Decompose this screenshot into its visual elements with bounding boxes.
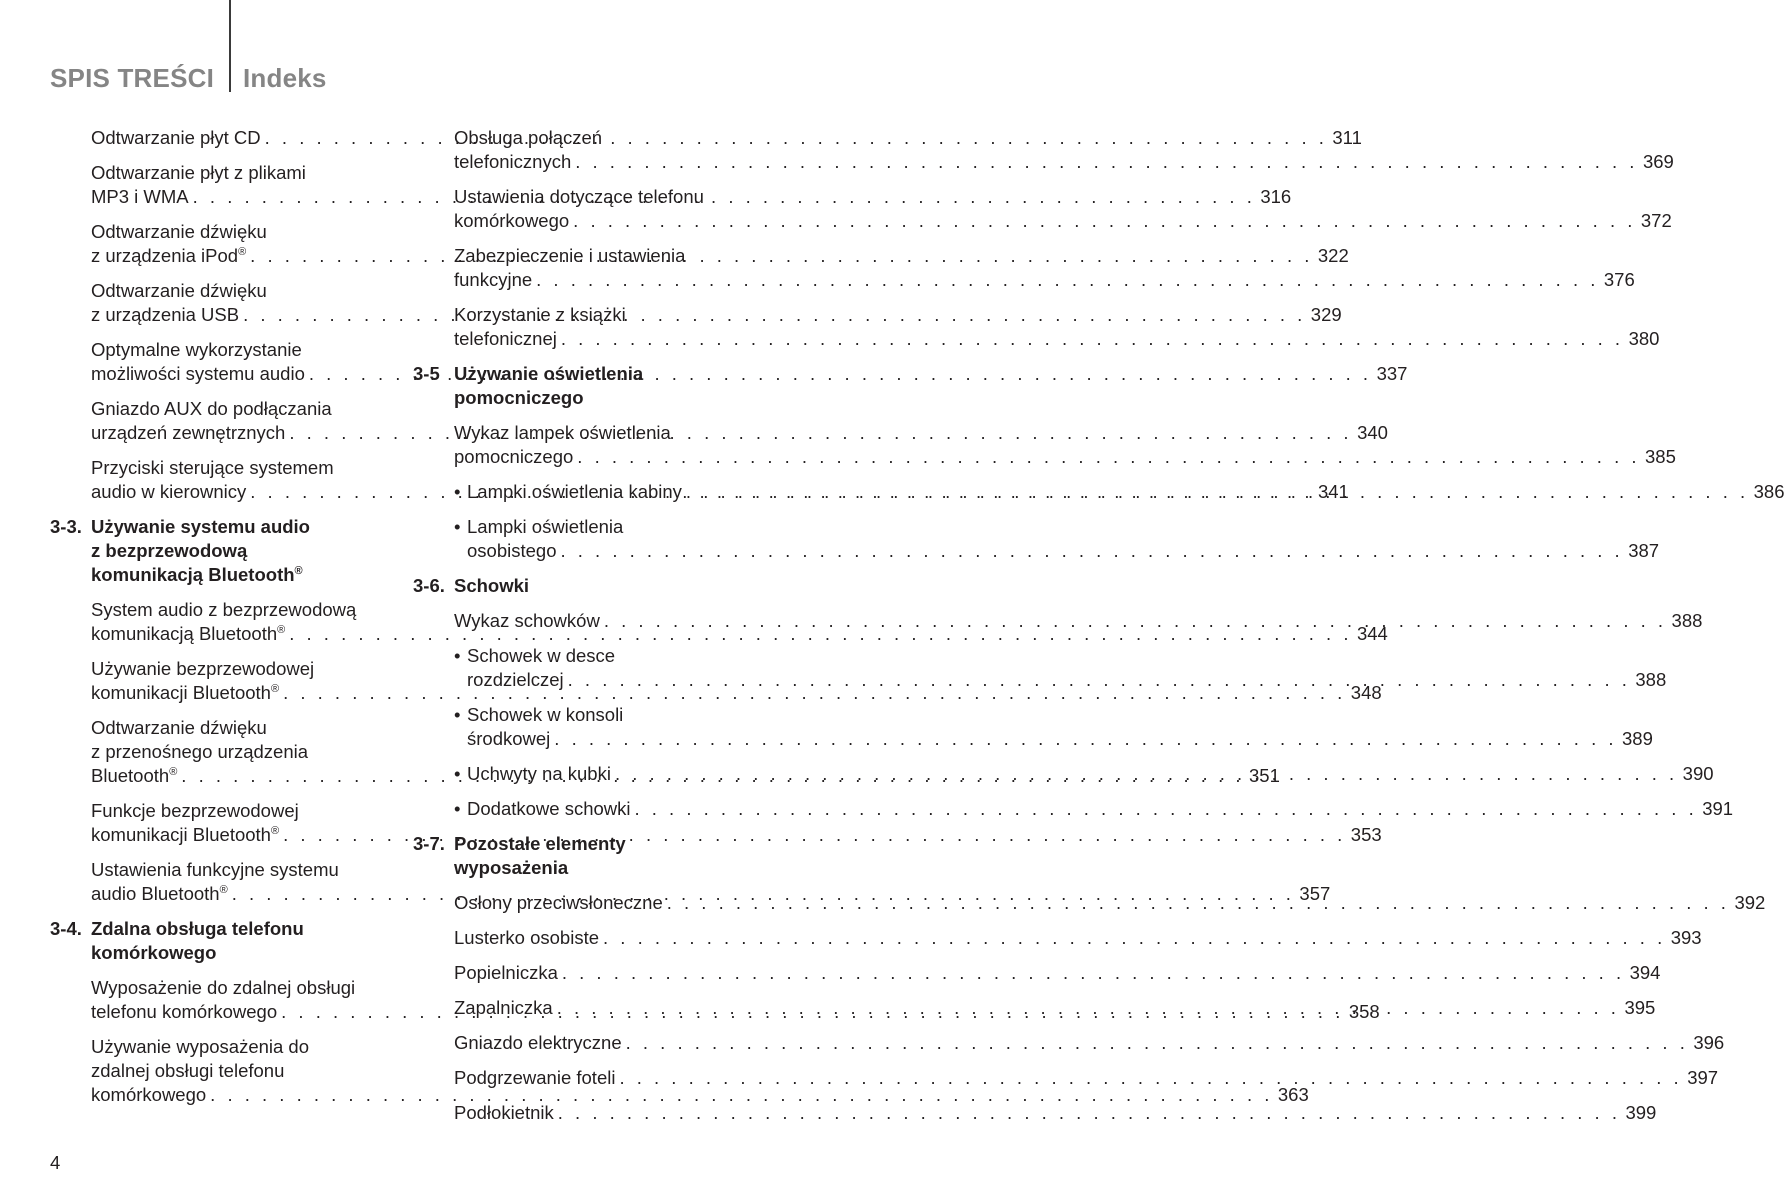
entry-page-number: 372	[1640, 210, 1672, 231]
registered-mark: ®	[277, 624, 286, 636]
entry-text	[91, 244, 246, 268]
bullet-line	[454, 797, 1734, 821]
entry-text-part: audio w kierownicy	[91, 481, 247, 502]
dot-leader	[569, 209, 1636, 233]
entry-text-part: możliwości systemu audio	[91, 363, 305, 384]
section-number: 3-7.	[413, 833, 445, 854]
toc-entry-line	[91, 1035, 372, 1059]
entry-page-number: 395	[1624, 997, 1656, 1018]
entry-text	[91, 480, 246, 504]
entry-text-part: Gniazdo AUX do podłączania	[91, 398, 332, 419]
entry-page-number: 358	[1348, 1001, 1380, 1022]
entry-text-part: Podłokietnik	[454, 1102, 554, 1123]
entry-text-part: komórkowego	[454, 210, 570, 231]
section-title-text: Schowki	[454, 575, 530, 596]
toc-entry-last-line	[91, 681, 1382, 705]
section-number: 3-5	[413, 363, 440, 384]
toc-entry-line	[91, 976, 372, 1000]
entry-text	[91, 764, 177, 788]
entry-text-part: Zabezpieczenie i ustawienia	[454, 245, 686, 266]
toc-entry-line	[91, 338, 372, 362]
entry-text-part: z urządzenia USB	[91, 304, 240, 325]
section-title-text: Pozostałe elementy	[454, 833, 626, 854]
entry-page-number: 337	[1376, 363, 1408, 384]
entry-text	[91, 882, 228, 906]
entry-page-number: 376	[1603, 269, 1635, 290]
section-title-line	[454, 574, 735, 598]
entry-text	[454, 186, 704, 207]
entry-text-part: z przenośnego urządzenia	[91, 741, 309, 762]
entry-text	[91, 622, 285, 646]
bullet-icon: •	[454, 481, 461, 502]
entry-text-part: Popielniczka	[454, 962, 558, 983]
section-title-line	[91, 563, 372, 587]
entry-text	[91, 126, 261, 150]
toc-entry-body	[413, 1101, 1657, 1125]
entry-page-number: 386	[1753, 481, 1785, 502]
toc-bullet-entry[interactable]	[413, 703, 1653, 751]
entry-text-part: komunikacją Bluetooth	[91, 623, 278, 644]
entry-page-number: 399	[1625, 1102, 1657, 1123]
toc-entry-last-line	[454, 727, 1653, 751]
dot-leader	[550, 727, 1617, 751]
entry-text	[91, 1060, 284, 1081]
toc-entry-line	[467, 703, 735, 727]
registered-mark: ®	[169, 766, 178, 778]
toc-entry-last-line	[454, 150, 1674, 174]
dot-leader	[682, 480, 1749, 504]
entry-text	[454, 891, 663, 915]
toc-entry-line	[91, 1059, 372, 1083]
entry-text	[454, 422, 671, 443]
entry-text-part: telefonicznej	[454, 328, 557, 349]
toc-entry-body	[413, 797, 1734, 821]
registered-mark: ®	[294, 565, 303, 577]
registered-mark: ®	[270, 825, 280, 837]
entry-page-number: 348	[1350, 682, 1382, 703]
toc-entry-body	[413, 961, 1661, 985]
bullet-line	[454, 703, 735, 727]
section-number: 3-6.	[413, 575, 445, 596]
entry-text-part: Wyposażenie do zdalnej obsługi	[91, 977, 356, 998]
entry-text-part: Podgrzewanie foteli	[454, 1067, 616, 1088]
section-heading	[50, 515, 372, 587]
toc-entry-line	[91, 161, 372, 185]
toc-entry-last-line	[454, 961, 1661, 985]
toc-entry-last-line	[467, 480, 1785, 504]
dot-leader	[615, 1066, 1682, 1090]
section-title	[454, 832, 735, 880]
toc-entry-last-line	[454, 926, 1702, 950]
dot-leader	[553, 996, 1620, 1020]
entry-page-number: 316	[1260, 186, 1292, 207]
dot-leader	[558, 961, 1625, 985]
entry-text-part: urządzeń zewnętrznych	[91, 422, 286, 443]
entry-text-part: Schowek w konsoli	[467, 704, 624, 725]
toc-entry-body	[413, 1066, 1719, 1090]
entry-text	[454, 304, 626, 325]
entry-text-part: z urządzenia iPod	[91, 245, 239, 266]
entry-page-number: 396	[1693, 1032, 1725, 1053]
entry-text	[91, 741, 308, 762]
entry-text	[91, 339, 302, 360]
toc-entry[interactable]	[413, 961, 1661, 985]
entry-text-part: Korzystanie z książki	[454, 304, 626, 325]
toc-entry-last-line	[454, 668, 1667, 692]
section-title-text: pomocniczego	[454, 387, 584, 408]
section-title	[91, 515, 372, 587]
toc-entry[interactable]	[413, 1031, 1725, 1055]
entry-text	[454, 127, 602, 148]
section-title-text: z bezprzewodową	[91, 540, 248, 561]
entry-page-number: 392	[1734, 892, 1766, 913]
entry-page-number: 341	[1317, 481, 1349, 502]
section-title-text: wyposażenia	[454, 857, 569, 878]
entry-page-number: 388	[1635, 669, 1667, 690]
entry-text	[454, 150, 571, 174]
entry-text-part: funkcyjne	[454, 269, 533, 290]
toc-entry-line	[454, 303, 735, 327]
dot-leader	[663, 891, 1730, 915]
entry-text-part: zdalnej obsługi telefonu	[91, 1060, 285, 1081]
entry-text	[454, 1031, 622, 1055]
entry-text-part: telefonicznych	[454, 151, 572, 172]
toc-entry-body	[413, 609, 1703, 633]
section-title-text: Używanie oświetlenia	[454, 363, 644, 384]
toc-entry-last-line	[454, 209, 1672, 233]
entry-page-number: 387	[1628, 540, 1660, 561]
entry-text	[91, 1000, 277, 1024]
entry-text	[91, 681, 279, 705]
toc-entry-last-line	[454, 539, 1660, 563]
entry-text-part: Używanie bezprzewodowej	[91, 658, 315, 679]
toc-entry[interactable]	[413, 609, 1703, 633]
section-title	[91, 917, 372, 965]
entry-text-part: Odtwarzanie dźwięku	[91, 221, 267, 242]
entry-text-part: Odtwarzanie płyt CD	[91, 127, 261, 148]
toc-entry[interactable]	[413, 1066, 1719, 1090]
toc-entry[interactable]	[413, 926, 1702, 950]
section-title-line	[91, 515, 372, 539]
entry-text	[91, 977, 355, 998]
toc-entry-last-line	[91, 622, 1388, 646]
entry-text-part: Przyciski sterujące systemem	[91, 457, 334, 478]
page-number: 4	[50, 1152, 61, 1173]
entry-text	[91, 823, 279, 847]
dot-leader	[573, 445, 1640, 469]
section-title-line	[91, 917, 372, 941]
toc-entry[interactable]	[413, 1101, 1657, 1125]
entry-page-number: 351	[1249, 765, 1280, 786]
section-heading	[413, 574, 735, 598]
entry-text-part: środkowej	[467, 728, 551, 749]
entry-page-number: 363	[1277, 1084, 1309, 1105]
section-title-text: komórkowego	[91, 942, 217, 963]
dot-leader	[246, 244, 1313, 268]
entry-page-number: 369	[1642, 151, 1674, 172]
bullet-icon: •	[454, 516, 461, 537]
toc-entry-last-line	[454, 445, 1676, 469]
section-title-text: komunikacją Bluetooth	[91, 564, 295, 585]
entry-page-number: 397	[1687, 1067, 1719, 1088]
dot-leader	[532, 268, 1599, 292]
entry-text	[467, 645, 615, 666]
registered-mark: ®	[270, 683, 280, 695]
toc-entry-line	[91, 220, 372, 244]
section-title-text: Używanie systemu audio	[91, 516, 310, 537]
toc-bullet-entry[interactable]	[413, 515, 1660, 563]
dot-leader	[239, 303, 1306, 327]
section-number: 3-3.	[50, 516, 82, 537]
entry-text-part: pomocniczego	[454, 446, 574, 467]
section-title-line	[454, 386, 735, 410]
entry-text-part: Lampki oświetlenia	[467, 516, 624, 537]
entry-text	[454, 996, 553, 1020]
bullet-icon: •	[454, 798, 461, 819]
bullet-icon: •	[454, 645, 461, 666]
entry-text-part: Osłony przeciwsłoneczne	[454, 892, 663, 913]
registered-mark: ®	[219, 884, 228, 896]
entry-text-part: MP3 i WMA	[91, 186, 189, 207]
entry-text	[91, 162, 306, 183]
entry-page-number: 353	[1350, 824, 1382, 845]
entry-text-part: Ustawienia dotyczące telefonu	[454, 186, 704, 207]
section-number: 3-4.	[50, 918, 82, 939]
entry-page-number: 344	[1356, 623, 1388, 644]
entry-text-part: Odtwarzanie dźwięku	[91, 280, 267, 301]
entry-text-part: audio Bluetooth	[91, 883, 220, 904]
entry-text	[467, 480, 682, 504]
entry-text	[454, 209, 569, 233]
entry-text-part: Schowek w desce	[467, 645, 616, 666]
entry-page-number: 388	[1671, 610, 1703, 631]
entry-page-number: 385	[1645, 446, 1676, 467]
entry-text-part: Wykaz schowków	[454, 610, 600, 631]
entry-text-part: Gniazdo elektryczne	[454, 1032, 622, 1053]
toc-entry-line	[91, 740, 372, 764]
section-heading	[413, 362, 735, 410]
toc-entry-line	[91, 279, 372, 303]
entry-text	[454, 609, 600, 633]
entry-text-part: Ustawienia funkcyjne systemu	[91, 859, 339, 880]
dot-leader	[600, 609, 1667, 633]
dot-leader	[631, 797, 1698, 821]
entry-text-part: Używanie wyposażenia do	[91, 1036, 310, 1057]
dot-leader	[571, 150, 1638, 174]
entry-page-number: 389	[1622, 728, 1653, 749]
entry-text-part: komunikacji Bluetooth	[91, 682, 271, 703]
entry-text-part: Odtwarzanie płyt z plikami	[91, 162, 306, 183]
entry-text	[91, 599, 356, 620]
entry-text-part: Optymalne wykorzystanie	[91, 339, 302, 360]
entry-text	[467, 762, 611, 786]
index-title: Indeks	[243, 63, 327, 93]
section-title-line	[454, 856, 735, 880]
entry-text	[91, 717, 267, 738]
toc-entry-line	[91, 657, 372, 681]
section-title-line	[91, 539, 372, 563]
entry-text-part: Odtwarzanie dźwięku	[91, 717, 267, 738]
toc-entry-last-line	[454, 327, 1660, 351]
toc-entry-last-line	[467, 762, 1714, 786]
entry-text	[467, 727, 550, 751]
toc-entry-body	[413, 926, 1702, 950]
entry-text-part: Lampki oświetlenia kabiny	[467, 481, 682, 502]
section-title-line	[91, 941, 372, 965]
entry-text-part: Obsługa połączeń	[454, 127, 603, 148]
entry-text-part: komórkowego	[91, 1084, 207, 1105]
section-title-line	[454, 832, 735, 856]
toc-bullet-entry[interactable]	[413, 797, 1734, 821]
entry-text	[467, 668, 564, 692]
toc-entry-body	[413, 515, 1660, 563]
toc-entry-last-line	[467, 797, 1733, 821]
dot-leader	[622, 1031, 1689, 1055]
toc-entry-line	[91, 598, 372, 622]
bullet-icon: •	[454, 763, 461, 784]
entry-text	[91, 185, 189, 209]
entry-text	[454, 1101, 554, 1125]
entry-text	[91, 362, 305, 386]
toc-entry-line	[467, 644, 735, 668]
toc-bullet-entry[interactable]	[413, 644, 1667, 692]
registered-mark: ®	[238, 246, 247, 258]
section-title	[454, 574, 735, 598]
dot-leader	[556, 539, 1623, 563]
entry-text	[91, 421, 285, 445]
entry-page-number: 329	[1310, 304, 1342, 325]
toc-entry-last-line	[454, 1101, 1657, 1125]
entry-page-number: 340	[1357, 422, 1388, 443]
entry-page-number: 391	[1702, 798, 1734, 819]
entry-text	[467, 516, 623, 537]
section-title	[454, 362, 735, 410]
entry-text	[91, 859, 339, 880]
toc-entry-body	[413, 1031, 1725, 1055]
toc-entry-line	[467, 515, 735, 539]
entry-text	[467, 797, 631, 821]
entry-text	[91, 457, 334, 478]
toc-entry-line	[91, 716, 372, 740]
entry-text-part: Wykaz lampek oświetlenia	[454, 422, 671, 443]
dot-leader	[599, 926, 1666, 950]
entry-text	[91, 303, 239, 327]
entry-text	[91, 658, 314, 679]
toc-entry-body	[413, 703, 1653, 751]
toc-entry-line	[91, 397, 372, 421]
toc-entry-last-line	[454, 1066, 1719, 1090]
dot-leader	[557, 327, 1624, 351]
section-title: SPIS TREŚCI	[50, 63, 215, 93]
header-divider	[229, 0, 231, 92]
toc-entry-line	[454, 126, 735, 150]
entry-text-part: System audio z bezprzewodową	[91, 599, 357, 620]
entry-text	[454, 245, 685, 266]
entry-text	[454, 961, 558, 985]
entry-text-part: Dodatkowe schowki	[467, 798, 631, 819]
dot-leader	[564, 668, 1631, 692]
toc-entry-body	[413, 644, 1667, 692]
entry-text-part: Funkcje bezprzewodowej	[91, 800, 299, 821]
dot-leader	[554, 1101, 1621, 1125]
entry-text	[91, 398, 332, 419]
toc-entry-line	[454, 185, 735, 209]
toc-entry-line	[454, 244, 735, 268]
section-title-line	[454, 362, 735, 386]
bullet-line	[454, 515, 735, 539]
entry-page-number: 393	[1670, 927, 1702, 948]
section-heading	[50, 917, 372, 965]
entry-text	[467, 539, 556, 563]
toc-entry-last-line	[454, 1031, 1725, 1055]
entry-page-number: 394	[1629, 962, 1661, 983]
entry-text-part: osobistego	[467, 540, 557, 561]
toc-entry-line	[91, 858, 372, 882]
entry-text	[467, 704, 623, 725]
entry-text	[91, 280, 267, 301]
bullet-line	[454, 644, 735, 668]
entry-text-part: Uchwyty na kubki	[467, 763, 611, 784]
toc-entry-line	[91, 456, 372, 480]
entry-text-part: komunikacji Bluetooth	[91, 824, 271, 845]
entry-text	[454, 327, 557, 351]
bullet-icon: •	[454, 704, 461, 725]
entry-page-number: 322	[1317, 245, 1349, 266]
section-title-text: Zdalna obsługa telefonu	[91, 918, 304, 939]
entry-page-number: 380	[1628, 328, 1660, 349]
toc-entry-last-line	[91, 1083, 1309, 1107]
dot-leader	[611, 762, 1678, 786]
entry-text	[454, 445, 573, 469]
entry-text	[91, 221, 267, 242]
entry-text	[454, 1066, 615, 1090]
entry-page-number: 390	[1682, 763, 1714, 784]
toc-entry-last-line	[454, 609, 1703, 633]
entry-text-part: Bluetooth	[91, 765, 170, 786]
entry-page-number: 357	[1299, 883, 1331, 904]
entry-text	[91, 1083, 206, 1107]
entry-text	[454, 268, 532, 292]
toc-entry-last-line	[454, 268, 1635, 292]
toc-entry-line	[91, 799, 372, 823]
entry-text	[91, 800, 299, 821]
entry-text-part: telefonu komórkowego	[91, 1001, 278, 1022]
entry-text-part: Zapalniczka	[454, 997, 553, 1018]
entry-text-part: Lusterko osobiste	[454, 927, 600, 948]
entry-text	[454, 926, 599, 950]
section-heading	[413, 832, 735, 880]
entry-page-number: 311	[1332, 127, 1362, 148]
toc-entry-line	[454, 421, 735, 445]
entry-text-part: rozdzielczej	[467, 669, 564, 690]
entry-text	[91, 1036, 309, 1057]
